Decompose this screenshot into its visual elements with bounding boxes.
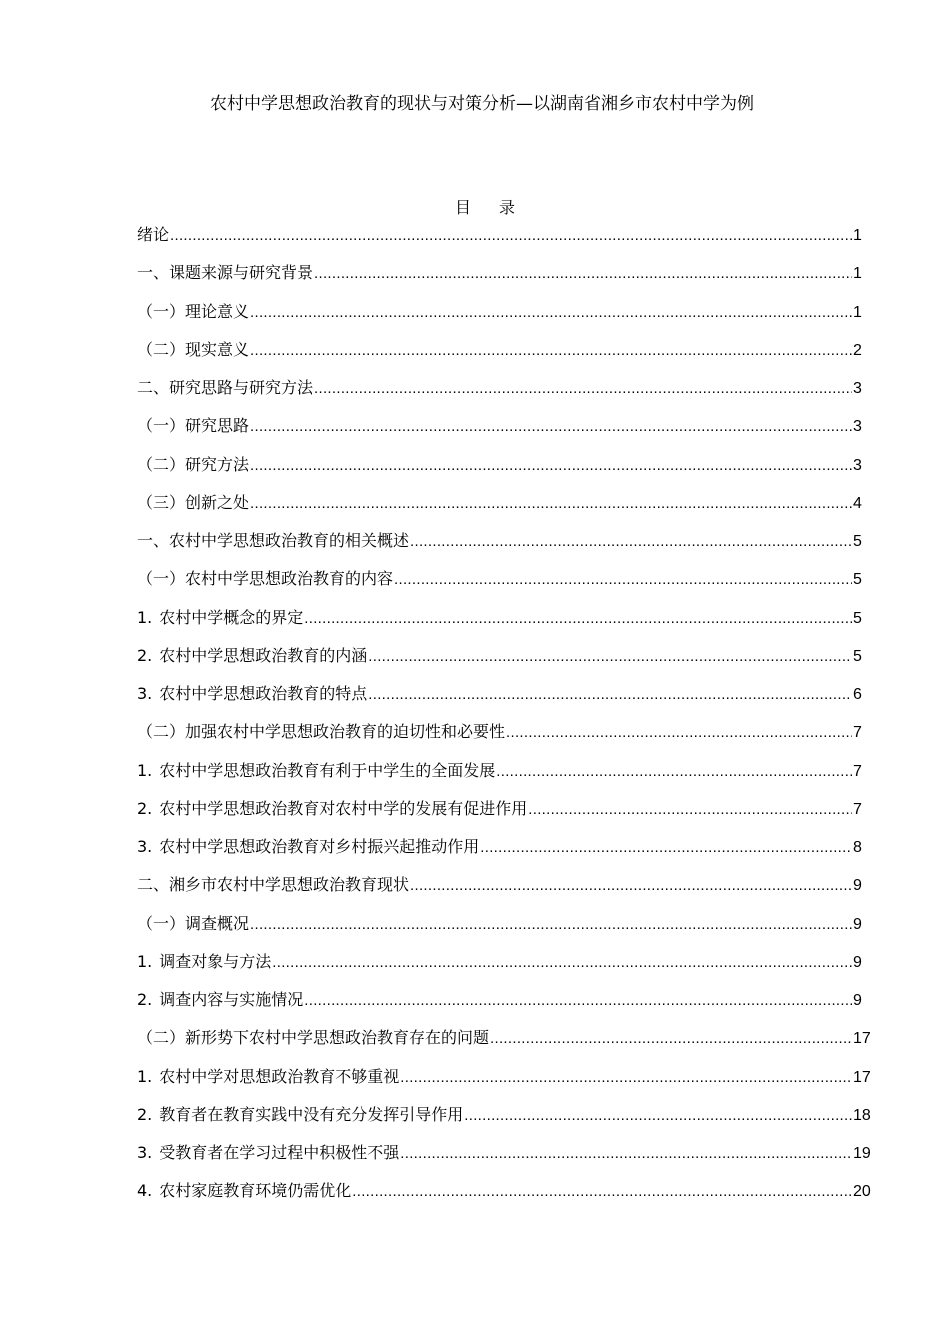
- toc-entry-number: 1.: [137, 1066, 153, 1086]
- toc-dot-leader: [368, 642, 852, 672]
- toc-dot-leader: [410, 527, 852, 557]
- toc-dot-leader: [314, 374, 852, 404]
- toc-dot-leader: [506, 718, 852, 748]
- toc-entry-title: 农村中学思想政治教育对乡村振兴起推动作用: [159, 837, 480, 856]
- toc-page-number: 17: [853, 1030, 871, 1048]
- toc-dot-leader: [496, 757, 852, 787]
- toc-page-number: 7: [853, 762, 862, 780]
- toc-entry[interactable]: [137, 947, 861, 985]
- toc-entry[interactable]: [137, 297, 861, 335]
- toc-entry-title: 加强农村中学思想政治教育的迫切性和必要性: [185, 722, 506, 742]
- toc-entry-title: 二、研究思路与研究方法: [137, 378, 314, 397]
- toc-entry[interactable]: [137, 373, 861, 411]
- toc-page-number: 9: [853, 915, 862, 933]
- toc-entry-number: （二）: [137, 339, 186, 359]
- toc-entry-number: 1.: [137, 951, 153, 971]
- toc-entry-number: （二）: [137, 722, 186, 742]
- toc-dot-leader: [272, 948, 852, 978]
- toc-entry[interactable]: [137, 1023, 871, 1061]
- toc-dot-leader: [170, 221, 852, 251]
- toc-page-number: 1: [853, 227, 862, 244]
- toc-dot-leader: [250, 336, 852, 366]
- toc-page-number: 3: [853, 380, 862, 397]
- toc-entry[interactable]: [137, 564, 861, 602]
- toc-page-number: 9: [853, 953, 862, 971]
- toc-entry-title: 现实意义: [185, 339, 250, 359]
- toc-dot-leader: [304, 986, 852, 1016]
- toc-entry-title: 创新之处: [185, 492, 250, 512]
- toc-entry-title: 一、课题来源与研究背景: [137, 263, 314, 283]
- toc-dot-leader: [394, 565, 852, 595]
- toc-heading: 目录: [454, 198, 543, 217]
- toc-page-number: 4: [853, 494, 862, 512]
- toc-dot-leader: [490, 1024, 852, 1054]
- toc-page-number: 5: [853, 609, 862, 627]
- toc-entry[interactable]: [137, 603, 861, 641]
- toc-dot-leader: [250, 298, 852, 328]
- toc-dot-leader: [250, 489, 852, 519]
- toc-entry[interactable]: [137, 1138, 871, 1176]
- toc-dot-leader: [528, 795, 852, 825]
- toc-entry-number: 1.: [137, 607, 153, 627]
- toc-entry[interactable]: [137, 335, 861, 373]
- toc-dot-leader: [410, 871, 852, 901]
- toc-dot-leader: [400, 1139, 852, 1169]
- document-title: 农村中学思想政治教育的现状与对策分析—以湖南省湘乡市农村中学为例: [210, 94, 754, 114]
- toc-dot-leader: [314, 259, 852, 289]
- toc-dot-leader: [480, 833, 852, 863]
- toc-entry-title: 一、农村中学思想政治教育的相关概述: [137, 531, 410, 550]
- toc-entry-title: 农村中学思想政治教育的特点: [159, 684, 368, 703]
- toc-entry[interactable]: [137, 450, 861, 488]
- toc-entry-title: 教育者在教育实践中没有充分发挥引导作用: [159, 1104, 464, 1124]
- toc-entry-number: 3.: [137, 684, 153, 703]
- toc-entry[interactable]: [137, 526, 861, 564]
- toc-entry-title: 受教育者在学习过程中积极性不强: [159, 1143, 400, 1162]
- toc-page-number: 1: [853, 265, 862, 283]
- toc-page-number: 9: [853, 992, 862, 1009]
- toc-entry[interactable]: [137, 832, 861, 870]
- toc-page-number: 7: [853, 724, 862, 742]
- toc-entry-number: （二）: [137, 454, 186, 474]
- toc-entry-number: （二）: [137, 1028, 186, 1048]
- toc-page-number: 3: [853, 456, 862, 474]
- toc-entry-title: 调查内容与实施情况: [159, 990, 304, 1009]
- toc-entry-title: 研究方法: [185, 454, 250, 474]
- toc-entry[interactable]: [137, 679, 861, 717]
- toc-entry-title: 农村中学思想政治教育的内涵: [159, 645, 368, 665]
- toc-dot-leader: [464, 1101, 852, 1131]
- table-of-contents: [137, 220, 871, 1215]
- toc-entry[interactable]: [137, 870, 861, 908]
- toc-entry-title: 理论意义: [185, 301, 250, 321]
- toc-entry-number: 3.: [137, 1143, 153, 1162]
- toc-entry-number: 2.: [137, 1104, 153, 1124]
- toc-entry[interactable]: [137, 909, 861, 947]
- toc-entry-number: 2.: [137, 645, 153, 665]
- toc-entry-title: 农村中学思想政治教育有利于中学生的全面发展: [159, 760, 496, 780]
- toc-entry[interactable]: [137, 985, 861, 1023]
- toc-dot-leader: [250, 910, 852, 940]
- toc-dot-leader: [304, 604, 852, 634]
- toc-entry[interactable]: [137, 756, 861, 794]
- toc-page-number: 6: [853, 686, 862, 703]
- toc-entry[interactable]: [137, 717, 861, 755]
- toc-entry-title: 新形势下农村中学思想政治教育存在的问题: [185, 1028, 490, 1048]
- toc-entry-title: 绪论: [137, 225, 170, 244]
- toc-entry-number: 1.: [137, 760, 153, 780]
- toc-entry-number: 3.: [137, 837, 153, 856]
- toc-page-number: 20: [852, 1183, 871, 1201]
- toc-dot-leader: [250, 412, 852, 442]
- toc-dot-leader: [352, 1177, 852, 1207]
- toc-entry[interactable]: [137, 1100, 871, 1138]
- toc-entry[interactable]: [137, 488, 861, 526]
- toc-page-number: 5: [853, 571, 862, 589]
- toc-entry-number: （一）: [137, 416, 186, 436]
- toc-entry-number: （一）: [137, 913, 186, 933]
- toc-entry[interactable]: [137, 641, 861, 679]
- toc-entry[interactable]: [137, 1062, 871, 1100]
- toc-entry[interactable]: [137, 258, 861, 296]
- toc-dot-leader: [368, 680, 852, 710]
- toc-entry-title: 农村家庭教育环境仍需优化: [159, 1181, 352, 1201]
- toc-entry[interactable]: [137, 220, 861, 258]
- toc-entry-number: 2.: [137, 990, 153, 1009]
- toc-entry-title: 研究思路: [185, 416, 250, 436]
- toc-page-number: 8: [853, 839, 862, 856]
- toc-page-number: 18: [853, 1106, 871, 1124]
- toc-page-number: 19: [853, 1145, 871, 1162]
- toc-entry-title: 农村中学思想政治教育的内容: [185, 569, 394, 589]
- toc-entry-number: （一）: [137, 569, 186, 589]
- toc-page-number: 7: [853, 800, 862, 818]
- toc-entry-title: 二、湘乡市农村中学思想政治教育现状: [137, 875, 410, 895]
- toc-page-number: 1: [853, 303, 862, 321]
- toc-page-number: 2: [853, 341, 862, 359]
- toc-entry-title: 农村中学思想政治教育对农村中学的发展有促进作用: [159, 798, 528, 818]
- toc-entry-title: 调查对象与方法: [159, 951, 272, 971]
- toc-entry-number: （三）: [137, 492, 186, 512]
- toc-entry[interactable]: [137, 1176, 871, 1214]
- toc-entry-number: 2.: [137, 798, 153, 818]
- toc-entry-title: 农村中学对思想政治教育不够重视: [159, 1066, 400, 1086]
- toc-dot-leader: [250, 451, 852, 481]
- toc-page-number: 3: [853, 418, 862, 436]
- toc-page-number: 9: [853, 877, 862, 895]
- toc-entry-title: 调查概况: [185, 913, 250, 933]
- toc-entry-title: 农村中学概念的界定: [159, 607, 304, 627]
- toc-page-number: 17: [853, 1068, 871, 1086]
- toc-dot-leader: [400, 1063, 852, 1093]
- toc-entry-number: 4.: [137, 1181, 153, 1201]
- toc-entry[interactable]: [137, 411, 861, 449]
- toc-entry[interactable]: [137, 794, 861, 832]
- toc-page-number: 5: [853, 647, 862, 665]
- toc-entry-number: （一）: [137, 301, 186, 321]
- toc-page-number: 5: [853, 533, 862, 550]
